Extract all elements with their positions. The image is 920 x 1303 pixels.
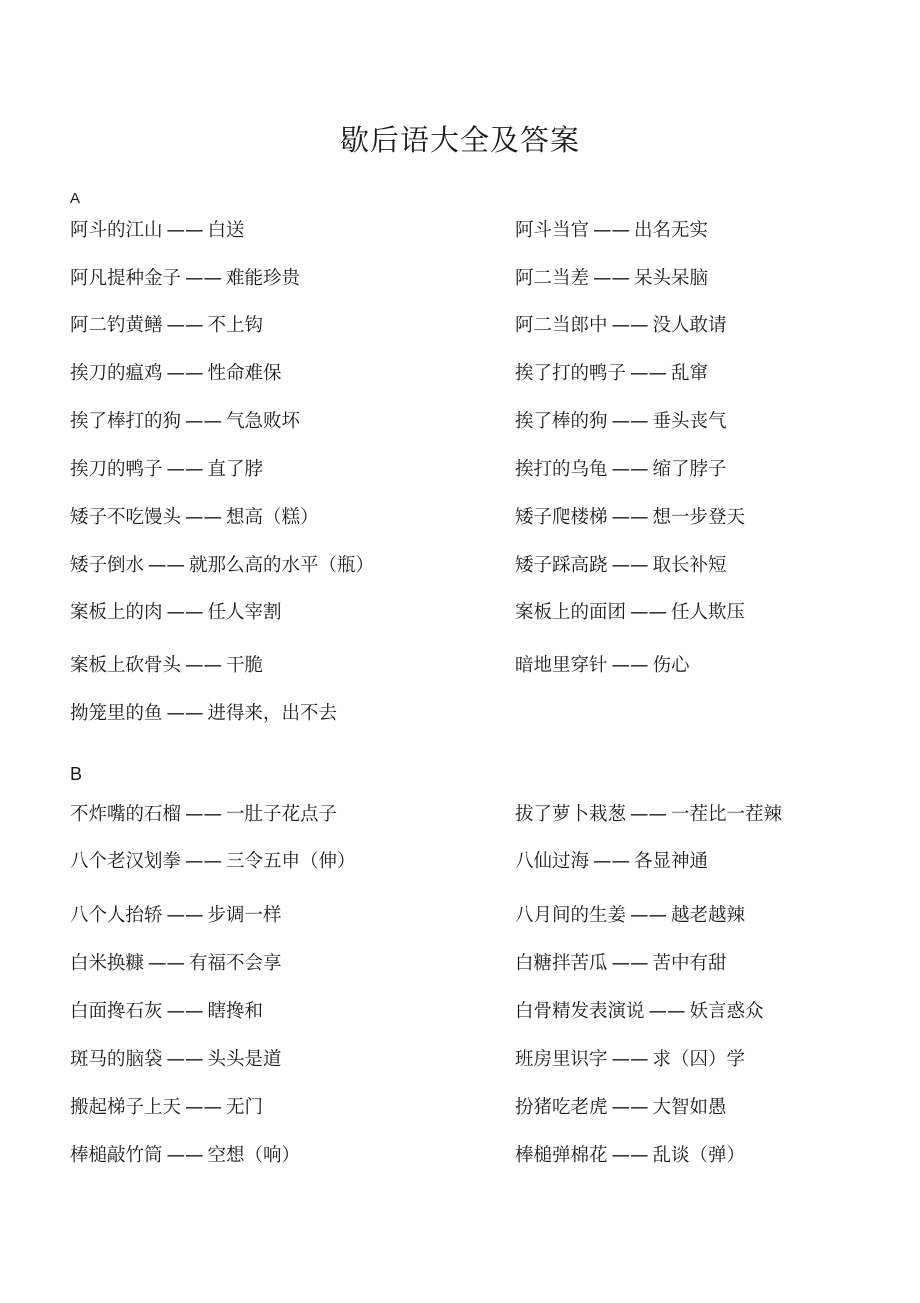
dash-separator: —— [185,655,223,676]
riddle-text: 阿二当差 [515,268,590,289]
answer-text: 各显神通 [634,851,709,872]
xiehouyu-entry-left [70,553,374,579]
riddle-text: 矮子爬楼梯 [515,507,608,528]
xiehouyu-entry-right [515,266,708,292]
answer-text: 三令五申（伸） [226,851,356,872]
answer-text: 想高（糕） [226,507,319,528]
riddle-text: 案板上的肉 [70,602,163,623]
entry-row [70,361,850,387]
riddle-text: 白米换糠 [70,953,145,974]
xiehouyu-entry-right [515,313,727,339]
riddle-text: 白骨精发表演说 [515,1001,645,1022]
xiehouyu-entry-right [515,1047,745,1073]
answer-text: 头头是道 [207,1049,282,1070]
dash-separator: —— [611,507,649,528]
entry-row [70,313,850,339]
answer-text: 白送 [207,220,245,241]
dash-separator: —— [166,363,204,384]
xiehouyu-entry-left [70,999,263,1025]
answer-text: 瞎搀和 [207,1001,264,1022]
answer-text: 步调一样 [207,905,282,926]
dash-separator: —— [166,459,204,480]
entry-row [70,802,850,828]
entry-row [70,409,850,435]
dash-separator: —— [611,315,649,336]
riddle-text: 挨了打的鸭子 [515,363,627,384]
xiehouyu-entry-left [70,505,319,531]
entry-row [70,951,850,977]
answer-text: 呆头呆脑 [634,268,709,289]
riddle-text: 阿二当郎中 [515,315,608,336]
dash-separator: —— [648,1001,686,1022]
riddle-text: 班房里识字 [515,1049,608,1070]
xiehouyu-entry-left [70,802,337,828]
answer-text: 空想（响） [207,1145,301,1166]
xiehouyu-entry-left [70,313,263,339]
xiehouyu-entry-right [515,849,708,875]
answer-text: 没人敢请 [652,315,727,336]
xiehouyu-entry-left [70,1047,282,1073]
answer-text: 大智如愚 [652,1097,727,1118]
riddle-text: 挨了棒打的狗 [70,411,182,432]
answer-text: 性命难保 [207,363,282,384]
dash-separator: —— [611,1049,649,1070]
answer-text: 乱窜 [671,363,709,384]
entry-row [70,1095,850,1121]
xiehouyu-entry-right [515,505,745,531]
answer-text: 就那么高的水平（瓶） [189,555,375,576]
answer-text: 求（囚）学 [652,1049,746,1070]
riddle-text: 案板上的面团 [515,602,627,623]
riddle-text: 挨了棒的狗 [515,411,608,432]
answer-text: 垂头丧气 [652,411,727,432]
dash-separator: —— [611,655,649,676]
section-heading-b: B [70,764,83,784]
dash-separator: —— [630,905,668,926]
riddle-text: 挨刀的瘟鸡 [70,363,163,384]
answer-text: 不上钩 [207,315,264,336]
xiehouyu-entry-left [70,218,245,244]
dash-separator: —— [166,315,204,336]
riddle-text: 阿凡提种金子 [70,268,182,289]
riddle-text: 阿二钓黄鳝 [70,315,163,336]
xiehouyu-entry-right [515,457,727,483]
dash-separator: —— [185,1097,223,1118]
riddle-text: 拗笼里的鱼 [70,703,163,724]
answer-text: 一肚子花点子 [226,804,338,825]
dash-separator: —— [166,703,204,724]
answer-text: 直了脖 [207,459,264,480]
xiehouyu-entry-left [70,653,263,679]
dash-separator: —— [611,953,649,974]
riddle-text: 矮子不吃馒头 [70,507,182,528]
answer-text: 无门 [226,1097,264,1118]
dash-separator: —— [166,1145,204,1166]
xiehouyu-entry-right [515,553,727,579]
xiehouyu-entry-right [515,999,764,1025]
riddle-text: 不炸嘴的石榴 [70,804,182,825]
dash-separator: —— [611,1097,649,1118]
answer-text: 出名无实 [634,220,709,241]
xiehouyu-entry-right [515,409,727,435]
riddle-text: 搬起梯子上天 [70,1097,182,1118]
xiehouyu-entry-left [70,457,263,483]
xiehouyu-entry-left [70,361,282,387]
xiehouyu-entry-right [515,361,708,387]
answer-text: 难能珍贵 [226,268,301,289]
dash-separator: —— [611,411,649,432]
answer-text: 任人宰割 [207,602,282,623]
dash-separator: —— [593,220,631,241]
dash-separator: —— [611,459,649,480]
riddle-text: 阿斗的江山 [70,220,163,241]
riddle-text: 八仙过海 [515,851,590,872]
dash-separator: —— [185,804,223,825]
xiehouyu-entry-right [515,653,690,679]
dash-separator: —— [185,268,223,289]
dash-separator: —— [166,1049,204,1070]
xiehouyu-entry-left [70,903,282,929]
xiehouyu-entry-right [515,802,782,828]
riddle-text: 案板上砍骨头 [70,655,182,676]
entry-row [70,999,850,1025]
dash-separator: —— [185,507,223,528]
riddle-text: 拔了萝卜栽葱 [515,804,627,825]
riddle-text: 阿斗当官 [515,220,590,241]
answer-text: 有福不会享 [189,953,282,974]
dash-separator: —— [148,953,186,974]
xiehouyu-entry-left [70,1095,263,1121]
riddle-text: 暗地里穿针 [515,655,608,676]
xiehouyu-entry-right [515,951,727,977]
dash-separator: —— [166,602,204,623]
entry-row [70,505,850,531]
entry-row [70,653,850,679]
riddle-text: 棒槌敲竹筒 [70,1145,163,1166]
riddle-text: 扮猪吃老虎 [515,1097,608,1118]
entry-row [70,457,850,483]
riddle-text: 挨打的乌龟 [515,459,608,480]
answer-text: 想一步登天 [652,507,746,528]
entry-row [70,903,850,929]
entry-row [70,266,850,292]
answer-text: 进得来，出不去 [207,703,338,724]
xiehouyu-entry-left [70,951,282,977]
dash-separator: —— [611,1145,649,1166]
xiehouyu-entry-right [515,218,708,244]
dash-separator: —— [630,804,668,825]
dash-separator: —— [593,268,631,289]
entry-row [70,849,850,875]
riddle-text: 矮子倒水 [70,555,145,576]
riddle-text: 矮子踩高跷 [515,555,608,576]
dash-separator: —— [166,905,204,926]
answer-text: 一茬比一茬辣 [671,804,783,825]
xiehouyu-entry-left [70,1143,300,1169]
answer-text: 缩了脖子 [652,459,727,480]
dash-separator: —— [185,411,223,432]
dash-separator: —— [166,1001,204,1022]
entry-row [70,1047,850,1073]
riddle-text: 挨刀的鸭子 [70,459,163,480]
xiehouyu-entry-left [70,266,300,292]
dash-separator: —— [630,602,668,623]
entry-row [70,218,850,244]
xiehouyu-entry-left [70,409,300,435]
entry-row [70,701,850,727]
riddle-text: 棒槌弹棉花 [515,1145,608,1166]
page-title: 歇后语大全及答案 [339,123,580,157]
entry-row [70,1143,850,1169]
xiehouyu-entry-left [70,600,282,626]
dash-separator: —— [611,555,649,576]
answer-text: 乱谈（弹） [652,1145,746,1166]
riddle-text: 白面搀石灰 [70,1001,163,1022]
entry-row [70,600,850,626]
section-heading-a: A [70,190,81,207]
entry-row [70,553,850,579]
answer-text: 气急败坏 [226,411,301,432]
dash-separator: —— [593,851,631,872]
dash-separator: —— [630,363,668,384]
answer-text: 妖言惑众 [689,1001,764,1022]
dash-separator: —— [166,220,204,241]
xiehouyu-entry-left [70,701,337,727]
answer-text: 任人欺压 [671,602,746,623]
answer-text: 越老越辣 [671,905,746,926]
riddle-text: 斑马的脑袋 [70,1049,163,1070]
dash-separator: —— [148,555,186,576]
xiehouyu-entry-right [515,903,745,929]
xiehouyu-entry-right [515,1143,745,1169]
riddle-text: 八月间的生姜 [515,905,627,926]
answer-text: 苦中有甜 [652,953,727,974]
riddle-text: 八个人抬轿 [70,905,163,926]
xiehouyu-entry-left [70,849,356,875]
answer-text: 伤心 [652,655,690,676]
xiehouyu-entry-right [515,1095,727,1121]
answer-text: 取长补短 [652,555,727,576]
riddle-text: 白糖拌苦瓜 [515,953,608,974]
answer-text: 干脆 [226,655,264,676]
riddle-text: 八个老汉划拳 [70,851,182,872]
dash-separator: —— [185,851,223,872]
xiehouyu-entry-right [515,600,745,626]
